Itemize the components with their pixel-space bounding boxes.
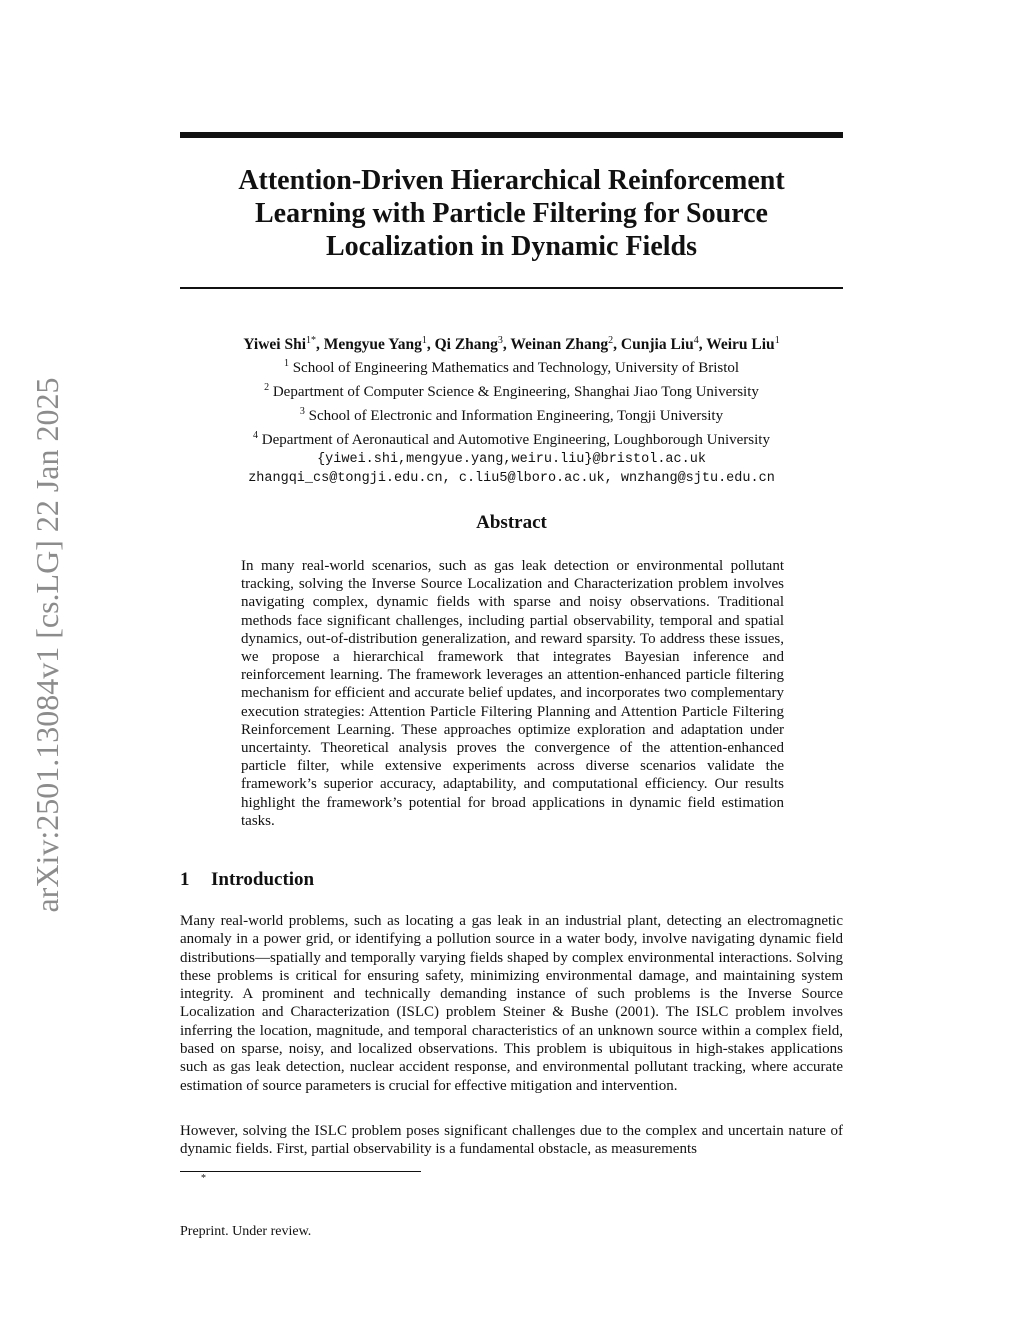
affiliation-text: Department of Aeronautical and Automotive Engineering, Loughborough University: [261, 432, 770, 449]
author-name: Yiwei Shi: [243, 336, 307, 354]
author-affiliation-number: 1: [421, 335, 427, 346]
arxiv-identifier-stamp: arXiv:2501.13084v1 [cs.LG] 22 Jan 2025: [29, 377, 65, 913]
author-block: [180, 331, 843, 488]
paper-title: Attention-Driven Hierarchical Reinforcement Learning with Particle Filtering for Source Localization in Dynamic Fields: [238, 165, 785, 262]
author-affiliation-number: 2: [608, 335, 614, 346]
affiliation-text: School of Electronic and Information Engineering, Tongji University: [308, 408, 724, 425]
affiliation: [180, 426, 843, 450]
title-top-rule: [180, 132, 843, 138]
abstract-text: In many real-world scenarios, such as gas leak detection or environmental pollutant tracking, solving the Inverse Source Localization and Characterization problem involves navigating complex, dynamic fields with sparse and noisy observations. Traditional methods face significant challenges, including partial observability, temporal and spatial dynamics, out-of-distribution generalization, and reward sparsity. To address these issues, we propose a hierarchical framework that integrates Bayesian inference and reinforcement learning. The framework leverages an attention-enhanced particle filtering mechanism for efficient and accurate belief updates, and incorporates two complementary execution strategies: Attention Particle Filtering Planning and Attention Particle Filtering Reinforcement Learning. These approaches optimize exploration and adaptation under uncertainty. Theoretical analysis proves the convergence of the attention-enhanced particle filter, while extensive experiments across diverse scenarios validate the framework’s superior accuracy, adaptability, and computational efficiency. Our results highlight the framework’s potential for broad applications in dynamic field estimation tasks.: [241, 558, 784, 829]
author-name: Weiru Liu: [706, 336, 775, 354]
affiliation-number: 1: [283, 358, 289, 370]
author-affiliation-number: 4: [693, 335, 699, 346]
affiliation-number: 4: [253, 430, 259, 442]
page-footer: Preprint. Under review.: [180, 1224, 312, 1239]
author-footnote-mark: *: [311, 335, 317, 346]
author-list: Yiwei Shi$^{1*}$, Mengyue Yang$^1$, Qi Zhang$^3$, Weinan Zhang$^2$, Cunjia Liu$^4$, Weiru Liu$^1$: [243, 335, 780, 354]
affiliation-text: School of Engineering Mathematics and Technology, University of Bristol: [292, 360, 740, 377]
footnote-mark: *: [201, 1173, 206, 1184]
section-title: Introduction: [211, 869, 315, 890]
title-bottom-rule: [180, 287, 843, 289]
author-name: Cunjia Liu: [620, 336, 694, 354]
author-emails: {yiwei.shi,mengyue.yang,weiru.liu}@bristol.ac.uk: [317, 452, 706, 468]
affiliation-text: Department of Computer Science & Engineering, Shanghai Jiao Tong University: [272, 384, 759, 401]
affiliation: [180, 378, 843, 402]
author-emails: zhangqi_cs@tongji.edu.cn, c.liu5@lboro.ac.uk, wnzhang@sjtu.edu.cn: [248, 471, 775, 487]
intro-paragraph: However, solving the ISLC problem poses significant challenges due to the complex and uncertain nature of dynamic fields. First, partial observability is a fundamental obstacle, as measurements: [180, 1123, 843, 1158]
section-number: 1: [180, 869, 190, 890]
affiliation: [180, 402, 843, 426]
affiliation: [180, 354, 843, 378]
author-affiliation-number: 3: [497, 335, 503, 346]
affiliation-number: 2: [264, 382, 270, 394]
affiliation-number: 3: [299, 406, 305, 418]
abstract-heading: Abstract: [476, 512, 547, 533]
author-name: Weinan Zhang: [510, 336, 609, 354]
footnote-rule: [180, 1171, 421, 1172]
author-name: Mengyue Yang: [323, 336, 422, 354]
author-affiliation-number: 1: [306, 335, 312, 346]
intro-paragraph: Many real-world problems, such as locating a gas leak in an industrial plant, detecting an electromagnetic anomaly in a power grid, or identifying a pollution source in a water body, involve navigating dynamic field distributions—spatially and temporally varying fields shaped by complex environmental interactions. Solving these problems is critical for ensuring safety, minimizing environmental damage, and maintaining system integrity. A prominent and technically demanding instance of such problems is the Inverse Source Localization and Characterization (ISLC) problem Steiner & Bushe (2001). The ISLC problem involves inferring the location, magnitude, and temporal characteristics of an unknown source within a complex field, based on sparse, noisy, and localized observations. This problem is ubiquitous in high-stakes applications such as gas leak detection, nuclear accident response, and environmental pollutant tracking, where accurate estimation of source parameters is crucial for effective mitigation and intervention.: [180, 913, 843, 1094]
author-affiliation-number: 1: [774, 335, 780, 346]
author-name: Qi Zhang: [434, 336, 498, 354]
section-heading: [180, 869, 314, 891]
